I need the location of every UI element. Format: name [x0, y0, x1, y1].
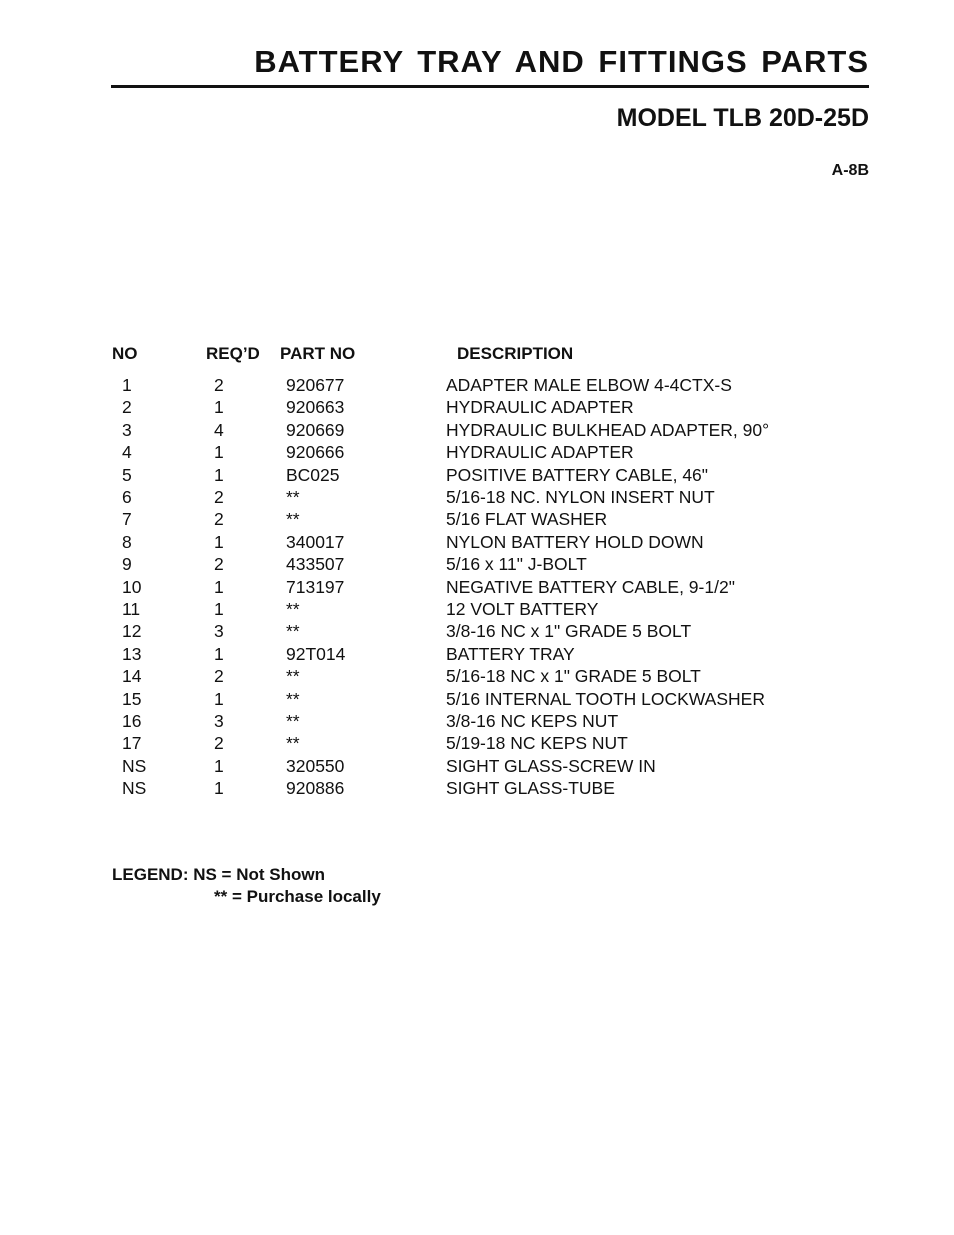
- cell-part-no: **: [286, 711, 300, 731]
- cell-description: 12 VOLT BATTERY: [446, 599, 599, 619]
- title-divider: [111, 85, 869, 88]
- table-row: [0, 689, 954, 711]
- table-row: [0, 442, 954, 464]
- cell-part-no: **: [286, 666, 300, 687]
- cell-no: 8: [122, 531, 132, 552]
- cell-reqd: 1: [214, 643, 224, 664]
- table-row: [0, 554, 954, 576]
- cell-description: HYDRAULIC BULKHEAD ADAPTER, 90°: [446, 419, 770, 440]
- cell-no: 4: [122, 442, 132, 463]
- cell-part-no: **: [286, 599, 300, 619]
- cell-reqd: 4: [214, 419, 224, 440]
- cell-reqd: 1: [214, 531, 224, 552]
- cell-part-no: 713197: [286, 576, 345, 597]
- cell-description: 5/16-18 NC x 1" GRADE 5 BOLT: [446, 666, 701, 687]
- cell-reqd: 1: [214, 397, 224, 418]
- cell-reqd: 1: [214, 599, 224, 619]
- cell-description: 5/16 INTERNAL TOOTH LOCKWASHER: [446, 688, 765, 709]
- legend-purchase-locally: ** = Purchase locally: [214, 887, 381, 906]
- table-row: [0, 733, 954, 755]
- cell-no: 15: [122, 688, 142, 709]
- table-row: [0, 756, 954, 778]
- cell-part-no: **: [286, 621, 300, 642]
- table-row: [0, 487, 954, 509]
- cell-no: 14: [122, 666, 142, 687]
- cell-no: 1: [122, 375, 132, 395]
- table-row: [0, 532, 954, 554]
- cell-description: HYDRAULIC ADAPTER: [446, 442, 634, 463]
- cell-description: SIGHT GLASS-TUBE: [446, 778, 615, 799]
- column-header-part-no: PART NO: [280, 344, 356, 363]
- cell-reqd: 2: [214, 509, 224, 530]
- cell-description: 5/16 x 11" J-BOLT: [446, 554, 587, 575]
- cell-description: NYLON BATTERY HOLD DOWN: [446, 531, 704, 552]
- cell-description: 5/19-18 NC KEPS NUT: [446, 733, 628, 754]
- cell-part-no: 320550: [286, 755, 345, 776]
- cell-part-no: 92T014: [286, 643, 346, 664]
- cell-no: 17: [122, 733, 142, 754]
- cell-part-no: 920663: [286, 397, 345, 418]
- cell-part-no: 920669: [286, 419, 345, 440]
- cell-no: NS: [122, 778, 147, 799]
- cell-no: 12: [122, 621, 142, 642]
- cell-description: 5/16 FLAT WASHER: [446, 509, 608, 530]
- column-header-reqd: REQ’D: [206, 344, 260, 363]
- cell-no: 16: [122, 711, 142, 731]
- cell-part-no: **: [286, 733, 300, 754]
- cell-reqd: 2: [214, 375, 224, 395]
- cell-reqd: 1: [214, 688, 224, 709]
- table-row: [0, 375, 954, 397]
- legend-not-shown: LEGEND: NS = Not Shown: [112, 865, 325, 884]
- table-row: [0, 577, 954, 599]
- cell-description: 3/8-16 NC KEPS NUT: [446, 711, 619, 731]
- cell-no: 10: [122, 576, 142, 597]
- table-row: [0, 465, 954, 487]
- cell-part-no: **: [286, 509, 300, 530]
- cell-reqd: 1: [214, 442, 224, 463]
- cell-no: 2: [122, 397, 132, 418]
- table-row: [0, 644, 954, 666]
- cell-part-no: 340017: [286, 531, 345, 552]
- table-row: [0, 778, 954, 800]
- cell-part-no: **: [286, 688, 300, 709]
- cell-description: SIGHT GLASS-SCREW IN: [446, 755, 656, 776]
- table-row: [0, 711, 954, 733]
- cell-reqd: 2: [214, 487, 224, 507]
- cell-no: 7: [122, 509, 132, 530]
- cell-part-no: BC025: [286, 464, 340, 485]
- cell-reqd: 2: [214, 666, 224, 687]
- cell-no: 11: [122, 599, 141, 619]
- cell-reqd: 1: [214, 576, 224, 597]
- cell-description: NEGATIVE BATTERY CABLE, 9-1/2": [446, 576, 735, 597]
- page-reference: A-8B: [831, 162, 869, 179]
- cell-description: 3/8-16 NC x 1" GRADE 5 BOLT: [446, 621, 692, 642]
- cell-part-no: **: [286, 487, 300, 507]
- table-row: [0, 666, 954, 688]
- cell-reqd: 2: [214, 554, 224, 575]
- cell-part-no: 920666: [286, 442, 345, 463]
- table-row: [0, 509, 954, 531]
- model-heading: MODEL TLB 20D-25D: [616, 104, 869, 132]
- cell-reqd: 2: [214, 733, 224, 754]
- cell-no: 5: [122, 464, 132, 485]
- cell-reqd: 1: [214, 464, 224, 485]
- column-header-description: DESCRIPTION: [457, 344, 574, 363]
- cell-description: BATTERY TRAY: [446, 643, 575, 664]
- cell-no: 6: [122, 487, 132, 507]
- cell-reqd: 1: [214, 755, 224, 776]
- cell-reqd: 1: [214, 778, 224, 799]
- cell-description: 5/16-18 NC. NYLON INSERT NUT: [446, 487, 715, 507]
- cell-part-no: 433507: [286, 554, 345, 575]
- page-title: BATTERY TRAY AND FITTINGS PARTS: [254, 44, 869, 79]
- column-header-no: NO: [112, 344, 138, 363]
- cell-description: HYDRAULIC ADAPTER: [446, 397, 634, 418]
- cell-part-no: 920677: [286, 375, 345, 395]
- cell-no: NS: [122, 755, 147, 776]
- cell-description: POSITIVE BATTERY CABLE, 46": [446, 464, 709, 485]
- table-row: [0, 397, 954, 419]
- cell-reqd: 3: [214, 711, 224, 731]
- table-row: [0, 621, 954, 643]
- cell-part-no: 920886: [286, 778, 345, 799]
- table-row: [0, 420, 954, 442]
- cell-reqd: 3: [214, 621, 224, 642]
- cell-description: ADAPTER MALE ELBOW 4-4CTX-S: [446, 375, 732, 395]
- table-row: [0, 599, 954, 621]
- cell-no: 9: [122, 554, 132, 575]
- cell-no: 3: [122, 419, 132, 440]
- cell-no: 13: [122, 643, 142, 664]
